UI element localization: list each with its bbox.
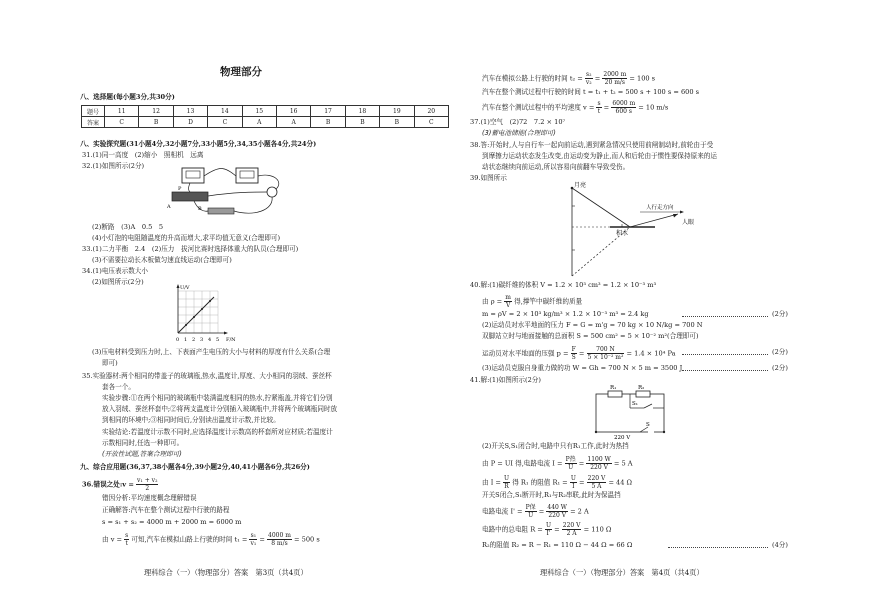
answer-41-2: (2)开关S,S₁闭合时,电路中只有R₁工作,此时为热挡 (482, 442, 629, 450)
answer-32-1: 32.(1)如图所示(2分) (82, 162, 145, 170)
fraction-num: s (597, 100, 601, 107)
fraction-num: s (125, 532, 129, 539)
fraction-den: 2 A (566, 530, 577, 537)
answer-31: 31.(1)同一高度 (2)缩小 照相机 远离 (82, 151, 204, 159)
answer-36-8: 汽车在整个测试过程中的平均速度 v = $\frac{s}{t}$ = $\frac{6000 m}{600 s}$ = 10 m/s (482, 100, 669, 115)
table-cell: 11 (105, 106, 139, 117)
answer-41-4: 由 I = $\frac{U}{R}$ 得 R₁ 的阻值 R₁ = $\frac{U}{I}$ = $\frac{220 V}{5 A}$ = 44 Ω (482, 475, 633, 490)
answer-41-5: 开关S闭合,S₁断开时,R₁与R₂串联,此时为保温挡 (482, 491, 621, 499)
score: (4分) (772, 541, 788, 549)
fraction-num: P保 (525, 504, 536, 511)
answer-35-7: 示数相同时,任选一种即可。 (102, 439, 184, 447)
table-cell: B (139, 117, 173, 128)
table-cell: 12 (139, 106, 173, 117)
fraction (503, 475, 510, 490)
fraction-num: U (570, 475, 576, 482)
fraction (570, 475, 577, 490)
answer-38-1: 38.答:开始时,人与自行车一起向前运动,遇到紧急情况只使用前闸制动时,前轮由于受 (470, 141, 714, 149)
answer-table (81, 105, 449, 128)
answer-41-6: 电路电流 I' = $\frac{\text{P保}}{U}$ = $\frac{440 W}{220 V}$ = 2 A (482, 504, 589, 519)
answer-40-1: 40.解:(1)碳纤维的体积 V = 1.2 × 10³ cm³ = 1.2 × 10⁻³ m³ (470, 281, 657, 289)
answer-36-1 (82, 477, 158, 492)
answer-38-3: 动状态继续向前运动,所以容易向前翻车导致受伤。 (482, 163, 630, 171)
fraction (136, 477, 158, 492)
table-cell: 15 (242, 106, 276, 117)
fraction-num: U (504, 475, 510, 482)
fraction-num: 440 W (547, 504, 567, 511)
graph-tick: 4 (208, 337, 212, 343)
answer-33-1: 33.(1)二力平衡 2.4 (2)压力 拔河比赛时选择体重大的队员(合理即可) (82, 245, 299, 253)
reflection-diagram-39 (560, 180, 720, 280)
answer-35-5: 到相同的环境中;③相同时间后,分别读出温度计示数,并比较。 (102, 416, 280, 424)
answer-37-1: 37.(1)空气 (2)72 7.2 × 10⁷ (470, 118, 566, 126)
table-cell: 13 (173, 106, 207, 117)
graph-y-label: U/V (180, 285, 190, 291)
answer-35-3: 实验步骤:①在两个相同的玻璃瓶中装满温度相同的热水,拧紧瓶盖,并将它们分别 (102, 394, 333, 402)
text: 可知,汽车在模拟山路上行驶的时间 t₁ = (131, 535, 248, 544)
svg-text:A: A (167, 204, 171, 210)
fraction (587, 346, 625, 361)
fraction-den: I' (546, 530, 551, 537)
fraction-den: 220 V (590, 464, 608, 471)
fraction (571, 346, 577, 361)
text: 电路电流 I' = (482, 507, 523, 516)
text: 由 I = (482, 478, 501, 487)
fraction-num: 4000 m (268, 532, 291, 539)
text: 由 v = (102, 535, 123, 544)
fraction (249, 532, 257, 547)
mc-title: 八、选择题(每小题3分,共30分) (80, 93, 175, 101)
table-cell: B (345, 117, 379, 128)
circuit-r2-label: R₂ (638, 385, 645, 391)
fraction-den: 5 × 10⁻² m² (587, 354, 624, 361)
answer-36-4: s = s₁ + s₂ = 4000 m + 2000 m = 6000 m (102, 518, 242, 526)
circuit-diagram-32 (164, 162, 304, 222)
fraction-den: U (528, 512, 534, 519)
answer-34-3 (92, 348, 330, 356)
fraction-den: 20 m/s (604, 79, 625, 86)
answer-37-3: (3)蓄电池储能(合理即可) (482, 129, 556, 137)
answer-41-1: 41.解:(1)如图所示(2分) (470, 376, 541, 384)
answer-34-1: 34.(1)电压表示数大小 (82, 267, 148, 275)
answer-36-5: 由 v = $\frac{s}{t}$ 可知,汽车在模拟山路上行驶的时间 t₁ = $\frac{\text{s₁}}{\text{v₁}}$ = $\frac{4000 m}{8 m/s}$ = 500 s (102, 532, 320, 547)
fraction-num: 220 V (562, 522, 581, 529)
answer-34-2: (2)如图所示(2分) (92, 278, 144, 286)
text: = 5 A (613, 459, 633, 468)
page-footer: 理科综合（一）（物理部分）答案 第3页（共4页） (144, 568, 308, 577)
graph-x-label: F/N (226, 337, 236, 343)
fraction-den: I (572, 483, 575, 490)
answer-40-5: 双脚站立时与地面接触的总面积 S = 500 cm² = 5 × 10⁻² m²(合理即可) (482, 332, 699, 340)
dotted-leader (682, 354, 768, 355)
answer-table-row-numbers (82, 106, 449, 117)
fraction (504, 294, 512, 309)
text: = 2 A (570, 507, 589, 516)
fraction (546, 504, 568, 519)
fraction-num: F (571, 346, 576, 353)
answer-35-2: 套各一个。 (102, 383, 135, 391)
answer-38-2: 到摩擦力运动状态发生改变,由运动变为静止,而人和后轮由于惯性要保持原来的运 (482, 152, 717, 160)
page-footer: 理科综合（一）（物理部分）答案 第4页（共4页） (540, 568, 704, 577)
app-title: 九、综合应用题(36,37,38小题各4分,39小题2分,40,41小题各6分,共26分) (80, 463, 310, 471)
text: 汽车在整个测试过程中的平均速度 v = (482, 103, 595, 112)
answer-41-3: 由 P = UI 得,电路电流 I = $\frac{\text{P热}}{U}$ = $\frac{1100 W}{220 V}$ = 5 A (482, 456, 633, 471)
fraction-den: 5 A (591, 483, 602, 490)
diagram-eye-label: 人眼 (682, 219, 695, 226)
score: (2分) (772, 348, 788, 356)
diagram-pool-label: 积水 (616, 230, 629, 237)
circuit-diagram-41 (590, 384, 670, 440)
fraction-den: 2 (145, 485, 150, 492)
svg-text:P: P (178, 186, 182, 192)
diagram-moon-label: 月亮 (574, 182, 587, 189)
fraction-num: v₁ + v₂ (137, 477, 158, 484)
answer-35-4: 放入羽绒、蚕丝杯套中;②将两支温度计分别插入玻璃瓶中,并将两个玻璃瓶同时放 (102, 405, 338, 413)
table-cell: 17 (311, 106, 345, 117)
fraction (602, 71, 627, 86)
table-cell: 14 (208, 106, 242, 117)
text: 运动员对水平地面的压强 p = (482, 349, 569, 358)
fraction-num: U (545, 522, 552, 529)
exp-title: 八、实验探究题(31小题4分,32小题7分,33小题5分,34,35小题各4分,共24分) (80, 140, 317, 148)
table-header: 题号 (82, 106, 105, 117)
table-cell: 18 (345, 106, 379, 117)
text: 得 R₁ 的阻值 R₁ = (512, 478, 568, 487)
svg-text:B: B (198, 206, 202, 212)
answer-40-3: m = ρV = 2 × 10³ kg/m³ × 1.2 × 10⁻³ m³ = 2.4 kg (482, 310, 649, 318)
answer-41-7: 电路中的总电阻 R = $\frac{U}{I'}$ = $\frac{220 V}{2 A}$ = 110 Ω (482, 522, 612, 537)
answer-35-6: 实验结论:若温度计示数不同时,应选择温度计示数高的杯套所对应材质;若温度计 (102, 428, 333, 436)
circuit-s-label: S (646, 422, 650, 428)
text: 由 P = UI 得,电路电流 I = (482, 459, 563, 468)
text: 由 ρ = (482, 297, 503, 306)
left-page (78, 0, 450, 615)
fraction (124, 532, 129, 547)
fraction-den: t (125, 540, 128, 547)
voltage-force-graph (166, 283, 238, 345)
fraction (565, 456, 577, 471)
diagram-direction-label: 人行走方向 (646, 205, 674, 211)
table-header: 答案 (82, 117, 105, 128)
text: 电路中的总电阻 R = (482, 525, 543, 534)
graph-tick: 0 (176, 337, 180, 343)
fraction-num: 6000 m (612, 100, 636, 107)
fraction-den: U (568, 464, 574, 471)
text: 汽车在模拟公路上行驶的时间 t₂ = (482, 74, 583, 83)
answer-34-3b: 即可) (102, 359, 118, 367)
text: = 100 s (629, 74, 656, 83)
fraction (586, 456, 611, 471)
answer-36-2: 错因分析:平均速度概念理解错误 (102, 494, 197, 502)
text: = 1.4 × 10⁴ Pa (626, 349, 676, 358)
answer-40-6: 运动员对水平地面的压强 p = $\frac{F}{S}$ = $\frac{700 N}{\text{5 × 10⁻² m²}}$ = 1.4 × 10⁴ Pa (482, 346, 676, 361)
fraction-den: 600 s (615, 108, 632, 115)
fraction-den: S (571, 354, 576, 361)
fraction-den: R (504, 483, 509, 490)
circuit-voltage-label: 220 V (614, 435, 631, 440)
answer-35-note: (开放性试题,答案合理即可) (102, 450, 182, 458)
fraction-den: V (505, 302, 511, 309)
table-cell: B (311, 117, 345, 128)
fraction-den: v₂ (585, 79, 592, 86)
fraction-num: s₁ (250, 532, 257, 539)
table-cell: A (276, 117, 310, 128)
text: 得,撑竿中碳纤维的质量 (514, 297, 583, 306)
right-page (468, 0, 818, 615)
dotted-leader (682, 316, 768, 317)
answer-34-3-text: (3)压电材料受到压力时,上、下表面产生电压的大小与材料的厚度有什么关系(合理 (92, 348, 331, 356)
fraction-num: 700 N (587, 346, 625, 354)
answer-41-8: R₂的阻值 R₂ = R − R₁ = 110 Ω − 44 Ω = 66 Ω (482, 541, 633, 549)
table-cell: B (380, 117, 414, 128)
answer-39: 39.如图所示 (470, 174, 507, 182)
fraction-den: 8 m/s (271, 540, 288, 547)
answer-32-4: (4)小灯泡的电阻随温度的升高而增大,求平均值无意义(合理即可) (92, 234, 281, 242)
graph-tick: 1 (184, 337, 188, 343)
fraction (587, 475, 607, 490)
answer-36-7: 汽车在整个测试过程中行驶的时间 t = t₁ + t₂ = 500 s + 100 s = 600 s (482, 88, 700, 96)
graph-tick: 2 (192, 337, 196, 343)
fraction-num: P热 (565, 456, 576, 463)
graph-tick: 3 (200, 337, 204, 343)
fraction (267, 532, 292, 547)
fraction-num: 2000 m (603, 71, 627, 78)
fraction-num: m (505, 294, 511, 301)
fraction (611, 100, 636, 115)
fraction-den: t (597, 108, 601, 115)
text: = 110 Ω (583, 525, 612, 534)
table-cell: C (208, 117, 242, 128)
fraction (585, 71, 593, 86)
dotted-leader (668, 547, 768, 548)
graph-tick: 5 (216, 337, 220, 343)
dotted-leader (682, 370, 768, 371)
table-cell: C (414, 117, 448, 128)
table-cell: 16 (276, 106, 310, 117)
fraction-num: 220 V (587, 475, 606, 482)
fraction (545, 522, 552, 537)
fraction (562, 522, 582, 537)
answer-40-4: (2)运动员对水平地面的压力 F = G = m'g = 70 kg × 10 N/kg = 700 N (482, 321, 703, 329)
text: = 500 s (294, 535, 320, 544)
fraction-num: 1100 W (587, 456, 611, 463)
score: (2分) (772, 364, 788, 372)
answer-40-2 (482, 294, 582, 309)
answer-36-label: 36.错误之处:v = (82, 480, 134, 489)
answer-35-1: 35.实验器材:两个相同的带盖子的玻璃瓶,热水,温度计,厚度、大小相同的羽绒、蚕丝杯 (82, 372, 332, 380)
fraction-num: s₂ (586, 71, 592, 78)
answer-40-7: (3)运动员克服自身重力做的功 W = Gh = 700 N × 5 m = 3500 J (482, 364, 683, 372)
circuit-s1-label: S₁ (632, 401, 638, 407)
table-cell: C (105, 117, 139, 128)
fraction-den: 220 V (548, 512, 567, 519)
table-cell: 20 (414, 106, 448, 117)
fraction-den: v₁ (250, 540, 257, 547)
text: = 44 Ω (608, 478, 633, 487)
answer-36-6: 汽车在模拟公路上行驶的时间 t₂ = $\frac{\text{s₂}}{\text{v₂}}$ = $\frac{2000 m}{20 m/s}$ = 100 s (482, 71, 656, 86)
table-cell: D (173, 117, 207, 128)
fraction (525, 504, 537, 519)
fraction (596, 100, 601, 115)
score: (2分) (772, 310, 788, 318)
text: = 10 m/s (638, 103, 669, 112)
section-title: 物理部分 (220, 66, 262, 78)
table-cell: 19 (380, 106, 414, 117)
answer-table-row-answers (82, 117, 449, 128)
answer-33-3: (3)不需要拉动长木板做匀速直线运动(合理即可) (92, 256, 232, 264)
table-cell: A (242, 117, 276, 128)
answer-36-3: 正确解答:汽车在整个测试过程中行驶的路程 (102, 506, 230, 514)
answer-32-2: (2)断路 (3)A 0.5 5 (92, 223, 164, 231)
circuit-r1-label: R₁ (610, 385, 617, 391)
